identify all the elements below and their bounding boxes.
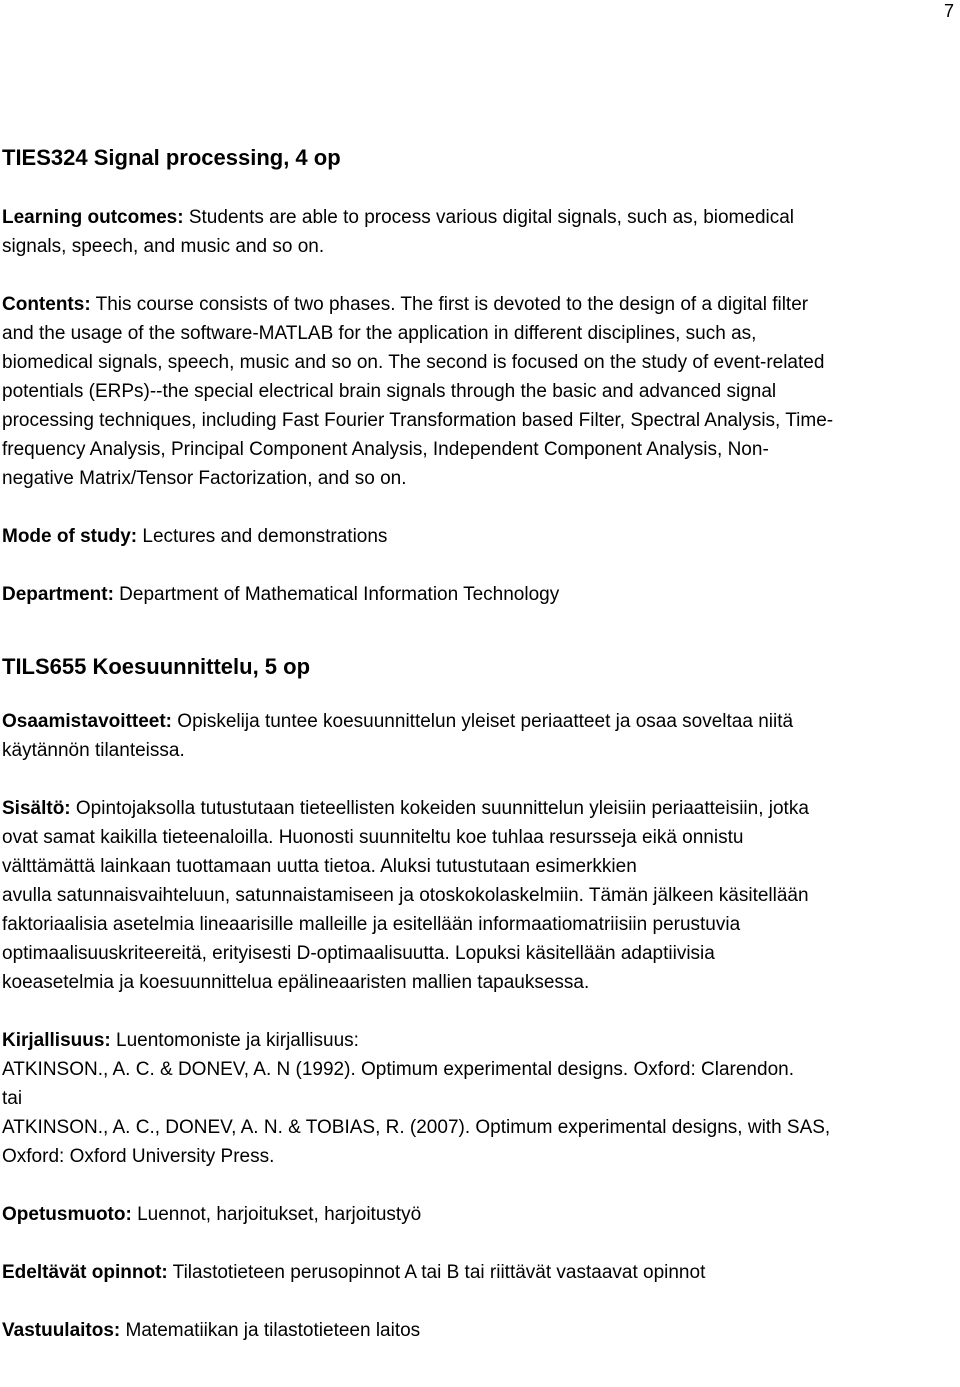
course-title-tils655: TILS655 Koesuunnittelu, 5 op [2,654,311,679]
reference-line: ATKINSON., A. C. & DONEV, A. N (1992). Optimum experimental designs. Oxford: Clarendon. [2,1059,794,1080]
kirjallisuus-label: Kirjallisuus: [2,1030,111,1051]
contents-line: potentials (ERPs)--the special electrical brain signals through the basic and advanced signal [2,381,777,402]
course-title-ties324: TIES324 Signal processing, 4 op [2,145,341,170]
osaamistavoitteet-label: Osaamistavoitteet: [2,711,173,732]
reference-line: Oxford: Oxford University Press. [2,1146,275,1167]
vastuulaitos-text: Matematiikan ja tilastotieteen laitos [120,1320,421,1341]
sisalto-label: Sisältö: [2,798,71,819]
reference-line: tai [2,1088,23,1109]
contents-line: and the usage of the software-MATLAB for the application in different disciplines, such as, [2,323,757,344]
learning-outcomes-label: Learning outcomes: [2,207,184,228]
sisalto-line: Opintojaksolla tutustutaan tieteellisten kokeiden suunnittelun yleisiin periaatteisiin, jotka [70,798,809,819]
sisalto-section [2,794,952,997]
contents-line: This course consists of two phases. The first is devoted to the design of a digital filter [90,294,809,315]
contents-line: negative Matrix/Tensor Factorization, and so on. [2,468,407,489]
department-text: Department of Mathematical Information Technology [113,584,560,605]
sisalto-line: avulla satunnaisvaihteluun, satunnaistamiseen ja otoskokolaskelmiin. Tämän jälkeen käsitellään [2,885,809,906]
contents-label: Contents: [2,294,91,315]
osaamistavoitteet-text-2: käytännön tilanteissa. [2,740,185,761]
page-number: 7 [943,1,954,21]
reference-line: ATKINSON., A. C., DONEV, A. N. & TOBIAS, R. (2007). Optimum experimental designs, with SAS, [2,1117,831,1138]
department-section [2,580,952,609]
mode-of-study-section [2,522,952,551]
sisalto-line: koeasetelmia ja koesuunnittelua epälineaaristen mallien tapauksessa. [2,972,590,993]
contents-line: frequency Analysis, Principal Component Analysis, Independent Component Analysis, Non- [2,439,769,460]
opetusmuoto-label: Opetusmuoto: [2,1204,132,1225]
vastuulaitos-label: Vastuulaitos: [2,1320,121,1341]
mode-of-study-text: Lectures and demonstrations [137,526,388,547]
sisalto-line: faktoriaalisia asetelmia lineaarisille malleille ja esitellään informaatiomatriisiin perustuvia [2,914,741,935]
osaamistavoitteet-section [2,707,952,765]
opetusmuoto-text: Luennot, harjoitukset, harjoitustyö [131,1204,422,1225]
sisalto-line: välttämättä lainkaan tuottamaan uutta tietoa. Aluksi tutustutaan esimerkkien [2,856,637,877]
sisalto-line: ovat samat kaikilla tieteenaloilla. Huonosti suunniteltu koe tuhlaa resursseja eikä onnistu [2,827,744,848]
edeltavat-opinnot-text: Tilastotieteen perusopinnot A tai B tai riittävät vastaavat opinnot [167,1262,706,1283]
vastuulaitos-section [2,1316,952,1345]
contents-line: biomedical signals, speech, music and so on. The second is focused on the study of event-related [2,352,825,373]
kirjallisuus-section [2,1026,952,1171]
osaamistavoitteet-text-1: Opiskelija tuntee koesuunnittelun yleiset periaatteet ja osaa soveltaa niitä [172,711,794,732]
page-content [2,142,952,1345]
contents-section [2,290,952,493]
learning-outcomes-section [2,203,952,261]
learning-outcomes-text-1: Students are able to process various digital signals, such as, biomedical [183,207,795,228]
sisalto-line: optimaalisuuskriteereitä, erityisesti D-optimaalisuutta. Lopuksi käsitellään adaptiivisia [2,943,715,964]
mode-of-study-label: Mode of study: [2,526,138,547]
contents-line: processing techniques, including Fast Fourier Transformation based Filter, Spectral Analysis, Time- [2,410,834,431]
kirjallisuus-intro: Luentomoniste ja kirjallisuus: [110,1030,359,1051]
opetusmuoto-section [2,1200,952,1229]
department-label: Department: [2,584,114,605]
edeltavat-opinnot-section [2,1258,952,1287]
edeltavat-opinnot-label: Edeltävät opinnot: [2,1262,168,1283]
learning-outcomes-text-2: signals, speech, and music and so on. [2,236,325,257]
